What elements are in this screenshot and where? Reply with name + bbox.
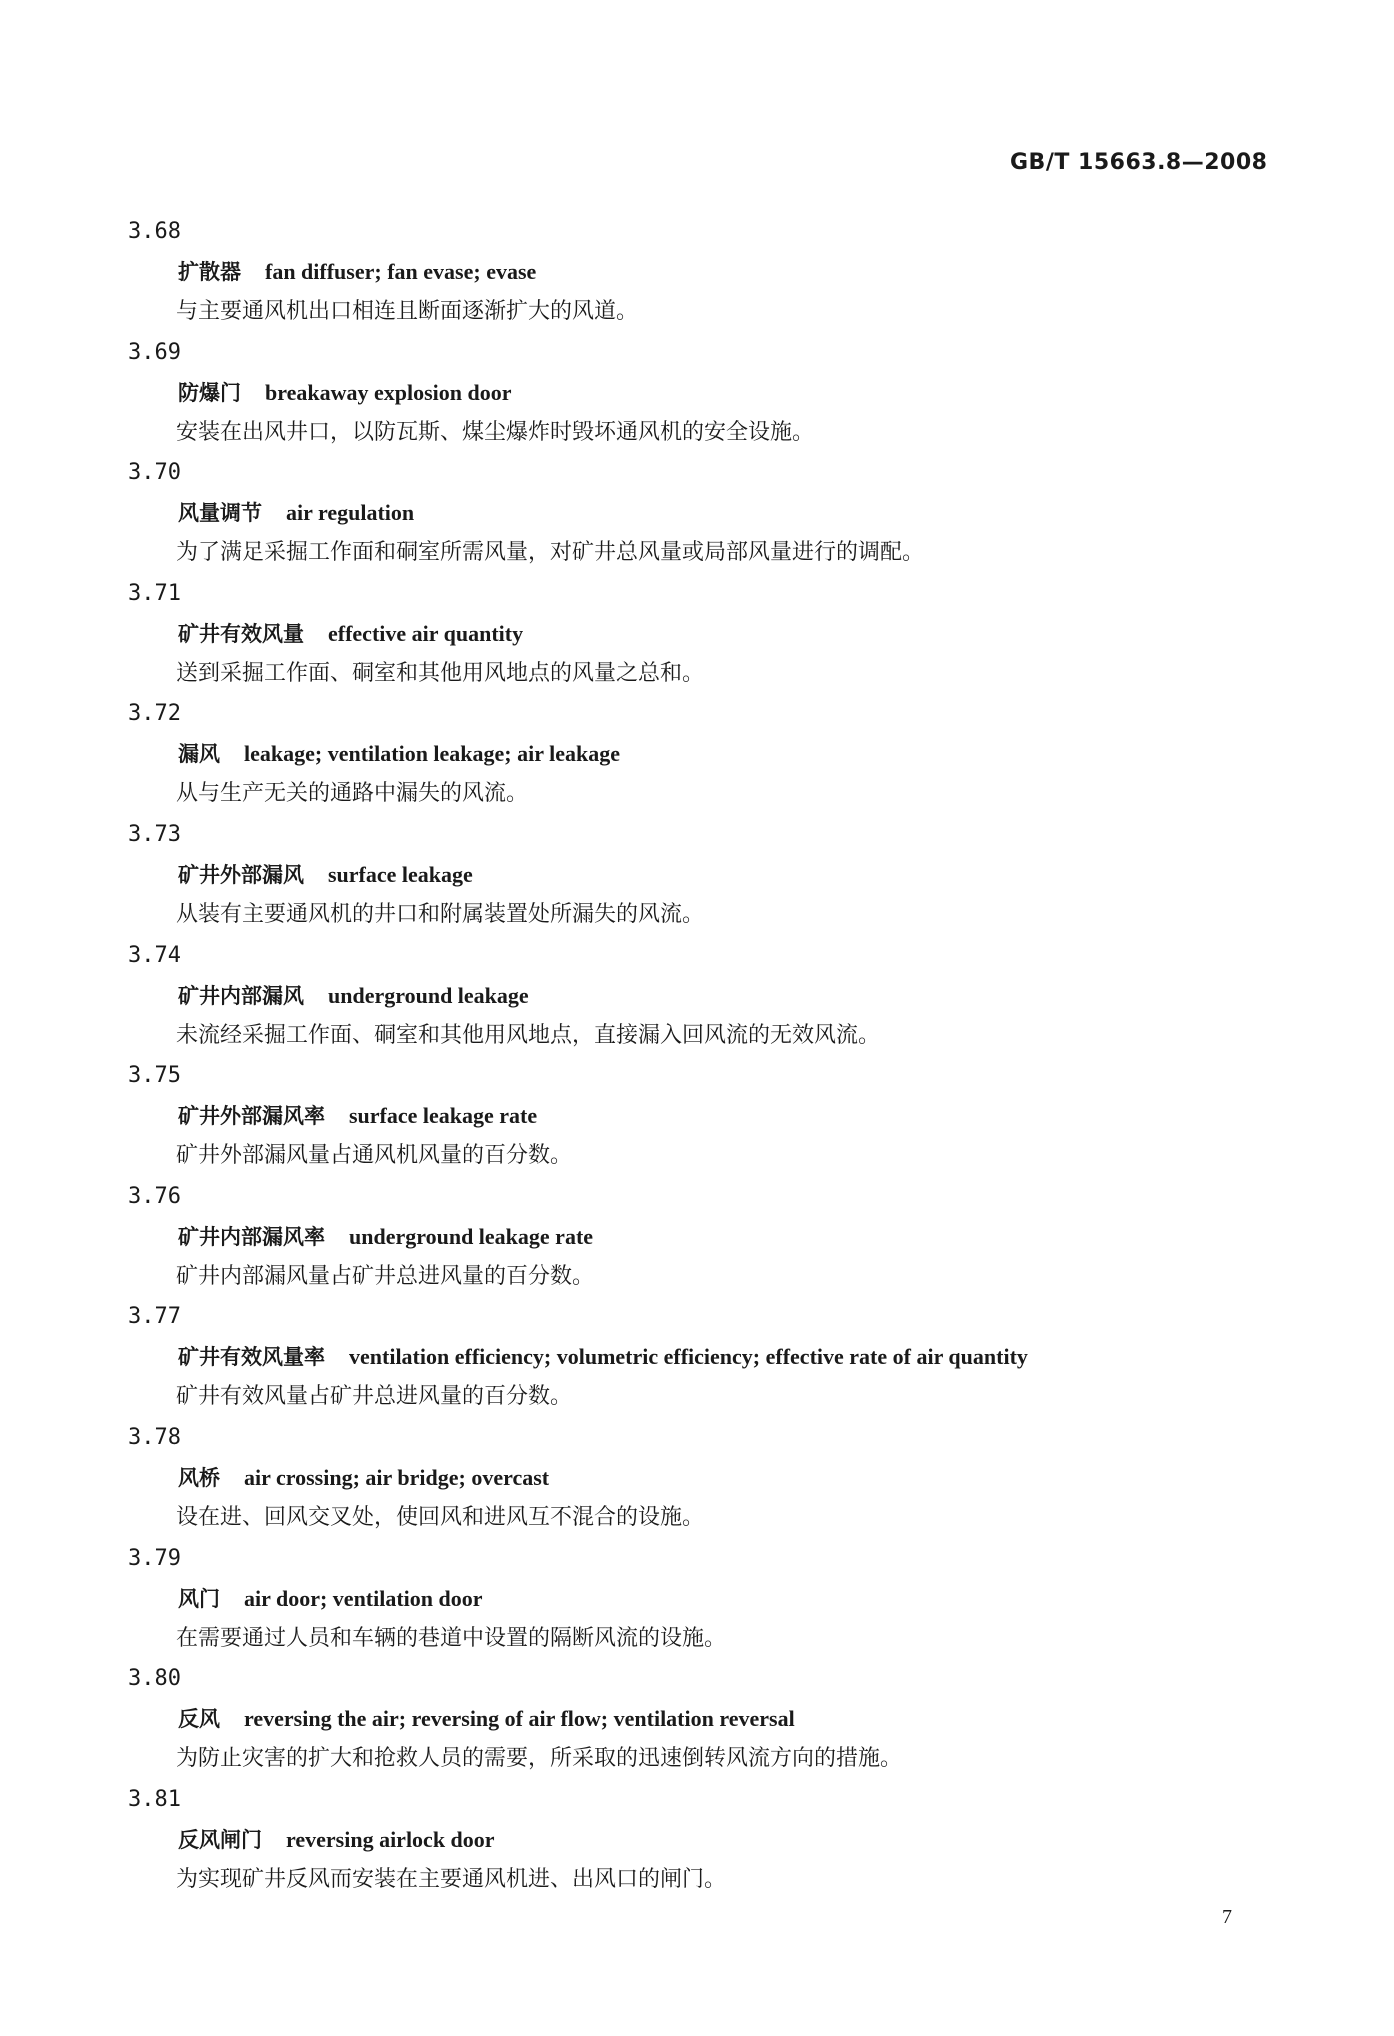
entry-definition: 为了满足采掘工作面和硐室所需风量，对矿井总风量或局部风量进行的调配。 [176,540,925,566]
entry-term [178,855,473,895]
term-english: leakage; ventilation leakage; air leakage [244,741,620,767]
term-english: air crossing; air bridge; overcast [244,1464,550,1490]
entry-number: 3.72 [128,701,181,727]
term-chinese: 风量调节 [178,501,262,526]
term-entry [0,1780,1394,1901]
term-english: underground leakage [328,982,529,1008]
entry-definition: 与主要通风机出口相连且断面逐渐扩大的风道。 [176,299,639,324]
term-english: ventilation efficiency; volumetric efficiency; effective rate of air quantity [349,1344,1028,1370]
term-english: underground leakage rate [349,1223,594,1249]
entry-definition: 矿井外部漏风量占通风机风量的百分数。 [176,1143,573,1169]
entry-term [178,976,529,1016]
term-english: effective air quantity [328,620,524,646]
term-chinese: 矿井外部漏风 [178,862,304,887]
term-entry [0,1418,1394,1539]
entry-definition: 矿井内部漏风量占矿井总进风量的百分数。 [176,1263,595,1289]
entry-term [178,1096,537,1136]
entry-term [178,1337,1028,1377]
term-chinese: 风门 [178,1586,220,1611]
term-english: surface leakage [328,861,473,887]
term-chinese: 漏风 [178,742,220,767]
term-chinese: 矿井外部漏风率 [178,1104,325,1129]
entry-term [178,614,523,654]
entry-term [178,1699,795,1739]
entry-term [178,734,620,774]
standard-number: GB/T 15663.8—2008 [1010,150,1268,175]
entry-number: 3.74 [128,942,181,968]
entry-definition: 从装有主要通风机的井口和附属装置处所漏失的风流。 [176,901,705,927]
term-entry [0,333,1394,454]
entry-number: 3.73 [128,821,181,847]
page-number: 7 [1222,1906,1232,1928]
term-entry [0,1177,1394,1298]
term-entry [0,815,1394,936]
term-chinese: 矿井有效风量 [178,621,304,646]
term-english: fan diffuser; fan evase; evase [265,259,537,284]
entry-number: 3.80 [128,1666,181,1692]
entry-definition: 从与生产无关的通路中漏失的风流。 [176,781,529,807]
entry-term [178,493,414,533]
term-chinese: 矿井内部漏风率 [178,1224,325,1249]
term-chinese: 风桥 [178,1465,220,1490]
term-entry [0,574,1394,695]
term-entry [0,936,1394,1057]
entry-number: 3.68 [128,219,181,244]
term-entry [0,694,1394,815]
term-english: breakaway explosion door [265,379,512,405]
entry-number: 3.78 [128,1424,181,1450]
term-english: surface leakage rate [349,1103,538,1129]
term-entry [0,453,1394,574]
entry-definition: 设在进、回风交叉处，使回风和进风互不混合的设施。 [176,1504,705,1530]
entry-term [178,252,536,292]
entry-definition: 未流经采掘工作面、硐室和其他用风地点，直接漏入回风流的无效风流。 [176,1022,881,1048]
term-english: air door; ventilation door [244,1585,483,1611]
entry-definition: 在需要通过人员和车辆的巷道中设置的隔断风流的设施。 [176,1625,727,1651]
entry-term [178,1217,593,1257]
term-entry [0,212,1394,333]
term-chinese: 防爆门 [178,380,241,405]
entry-number: 3.75 [128,1063,181,1089]
entry-number: 3.81 [128,1786,181,1812]
term-list [0,212,1394,1900]
entry-definition: 矿井有效风量占矿井总进风量的百分数。 [176,1384,573,1410]
entry-number: 3.77 [128,1304,181,1330]
term-entry [0,1539,1394,1660]
entry-number: 3.76 [128,1183,181,1209]
term-entry [0,1659,1394,1780]
term-chinese: 反风 [178,1707,220,1732]
term-chinese: 反风闸门 [178,1827,262,1852]
term-entry [0,1297,1394,1418]
entry-number: 3.79 [128,1545,181,1571]
entry-definition: 安装在出风井口，以防瓦斯、煤尘爆炸时毁坏通风机的安全设施。 [176,419,815,445]
entry-number: 3.69 [128,339,181,365]
entry-definition: 为防止灾害的扩大和抢救人员的需要，所采取的迅速倒转风流方向的措施。 [176,1746,903,1772]
entry-definition: 送到采掘工作面、硐室和其他用风地点的风量之总和。 [176,660,705,686]
term-english: air regulation [286,500,415,526]
term-chinese: 矿井内部漏风 [178,983,304,1008]
entry-number: 3.71 [128,580,181,606]
entry-number: 3.70 [128,460,181,486]
term-english: reversing airlock door [286,1826,495,1852]
term-chinese: 扩散器 [178,260,241,284]
entry-term [178,1579,483,1619]
entry-definition: 为实现矿井反风而安装在主要通风机进、出风口的闸门。 [176,1866,727,1892]
term-chinese: 矿井有效风量率 [178,1345,325,1370]
term-entry [0,1056,1394,1177]
entry-term [178,1458,549,1498]
entry-term [178,373,512,413]
entry-term [178,1820,495,1860]
term-english: reversing the air; reversing of air flow; ventilation reversal [244,1706,795,1732]
